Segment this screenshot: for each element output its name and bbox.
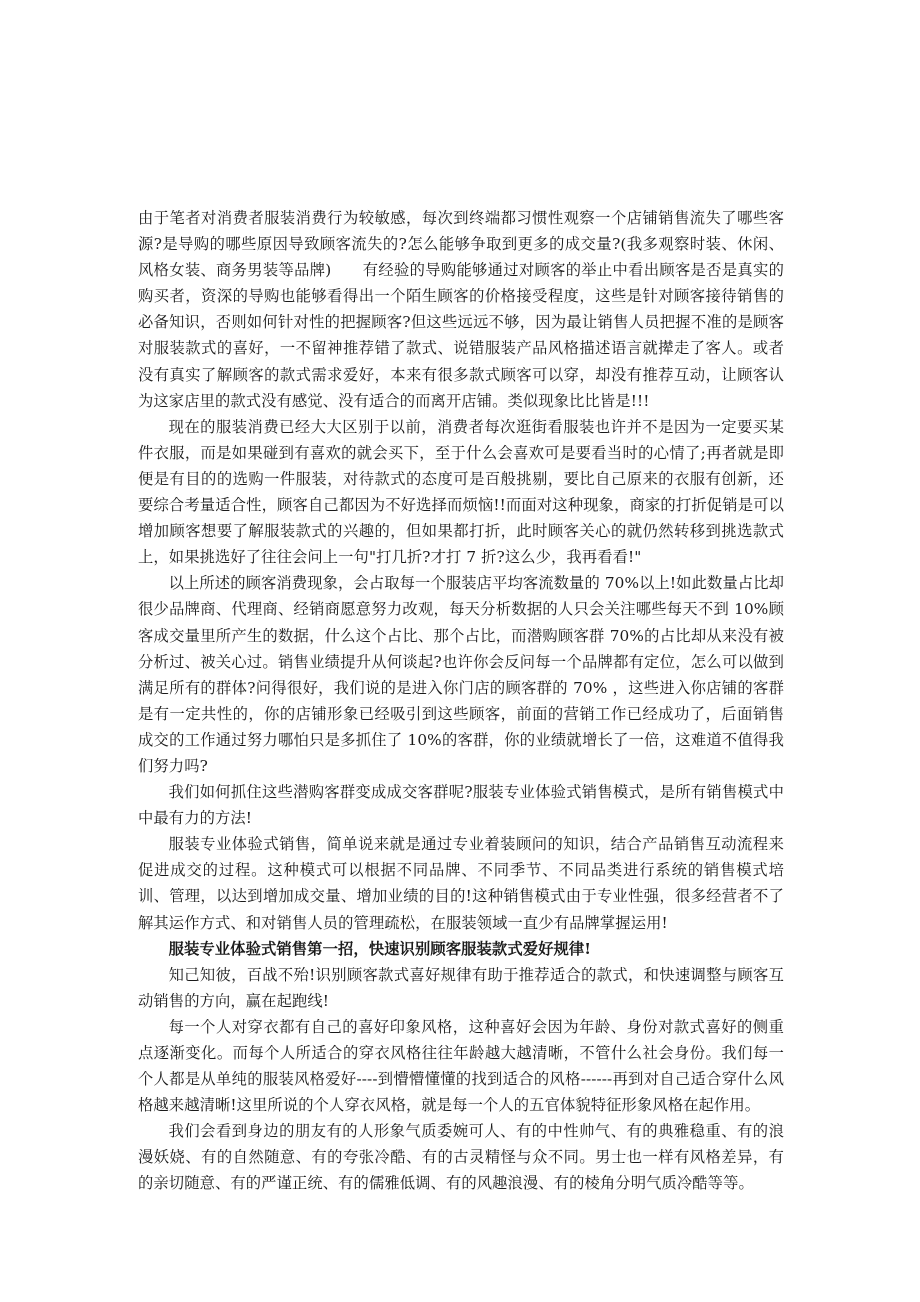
document-body	[138, 205, 784, 1197]
paragraph-consumption-trend: 现在的服装消费已经大大区别于以前，消费者每次逛街看服装也许并不是因为一定要买某件衣服，而是如果碰到有喜欢的就会买下，至于什么会喜欢可是要看当时的心情了;再者就是即便是有目的的选购一件服装，对待款式的态度可是百般挑剔，要比自己原来的衣服有创新，还要综合考量适合性，顾客自己都因为不好选择而烦恼!!而面对这种现象，商家的打折促销是可以增加顾客想要了解服装款式的兴趣的，但如果都打折，此时顾客关心的就仍然转移到挑选款式上，如果挑选好了往往会问上一句"打几折?才打 7 折?这么少，我再看看!"	[138, 417, 784, 567]
paragraph-know-customer: 知己知彼，百战不殆!识别顾客款式喜好规律有助于推荐适合的款式，和快速调整与顾客互动销售的方向，赢在起跑线!	[138, 965, 784, 1010]
paragraph-style-examples: 我们会看到身边的朋友有的人形象气质委婉可人、有的中性帅气、有的典雅稳重、有的浪漫妖娆、有的自然随意、有的夸张冷酷、有的古灵精怪与众不同。男士也一样有风格差异，有的亲切随意、有的严谨正统、有的儒雅低调、有的风趣浪漫、有的棱角分明气质冷酷等等。	[138, 1122, 784, 1193]
paragraph-question: 我们如何抓住这些潜购客群变成成交客群呢?服装专业体验式销售模式，是所有销售模式中中最有力的方法!	[138, 783, 784, 828]
paragraph-experience-sales: 服装专业体验式销售，简单说来就是通过专业着装顾问的知识，结合产品销售互动流程来促进成交的过程。这种模式可以根据不同品牌、不同季节、不同品类进行系统的销售模式培训、管理，以达到增加成交量、增加业绩的目的!这种销售模式由于专业性强，很多经营者不了解其运作方式、和对销售人员的管理疏松，在服装领域一直少有品牌掌握运用!	[138, 835, 784, 932]
paragraph-intro: 由于笔者对消费者服装消费行为较敏感，每次到终端都习惯性观察一个店铺销售流失了哪些客源?是导购的哪些原因导致顾客流失的?怎么能够争取到更多的成交量?(我多观察时装、休闲、风格女装、商务男装等品牌) 有经验的导购能够通过对顾客的举止中看出顾客是否是真实的购买者，资深的导购也能够看得出一个陌生顾客的价格接受程度，这些是针对顾客接待销售的必备知识，否则如何针对性的把握顾客?但这些远远不够，因为最让销售人员把握不准的是顾客对服装款式的喜好，一不留神推荐错了款式、说错服装产品风格描述语言就撵走了客人。或者没有真实了解顾客的款式需求爱好，本来有很多款式顾客可以穿，却没有推荐互动，让顾客认为这家店里的款式没有感觉、没有适合的而离开店铺。类似现象比比皆是!!!	[138, 209, 784, 410]
paragraph-customer-ratio: 以上所述的顾客消费现象，会占取每一个服装店平均客流数量的 70%以上!如此数量占比却很少品牌商、代理商、经销商愿意努力改观，每天分析数据的人只会关注哪些每天不到 10%顾客成交量里所产生的数据，什么这个占比、那个占比，而潜购顾客群 70%的占比却从来没有被分析过、被关心过。销售业绩提升从何谈起?也许你会反问每一个品牌都有定位，怎么可以做到满足所有的群体?问得很好，我们说的是进入你门店的顾客群的 70% ，这些进入你店铺的客群是有一定共性的，你的店铺形象已经吸引到这些顾客，前面的营销工作已经成功了，后面销售成交的工作通过努力哪怕只是多抓住了 10%的客群，你的业绩就增长了一倍，这难道不值得我们努力吗?	[138, 574, 784, 775]
paragraph-personal-style: 每一个人对穿衣都有自己的喜好印象风格，这种喜好会因为年龄、身份对款式喜好的侧重点逐渐变化。而每个人所适合的穿衣风格往往年龄越大越清晰，不管什么社会身份。我们每一个人都是从单纯的服装风格爱好----到懵懵懂懂的找到适合的风格------再到对自己适合穿什么风格越来越清晰!这里所说的个人穿衣风格，就是每一个人的五官体貌特征形象风格在起作用。	[138, 1017, 784, 1115]
section-heading: 服装专业体验式销售第一招，快速识别顾客服装款式爱好规律!	[168, 939, 592, 958]
